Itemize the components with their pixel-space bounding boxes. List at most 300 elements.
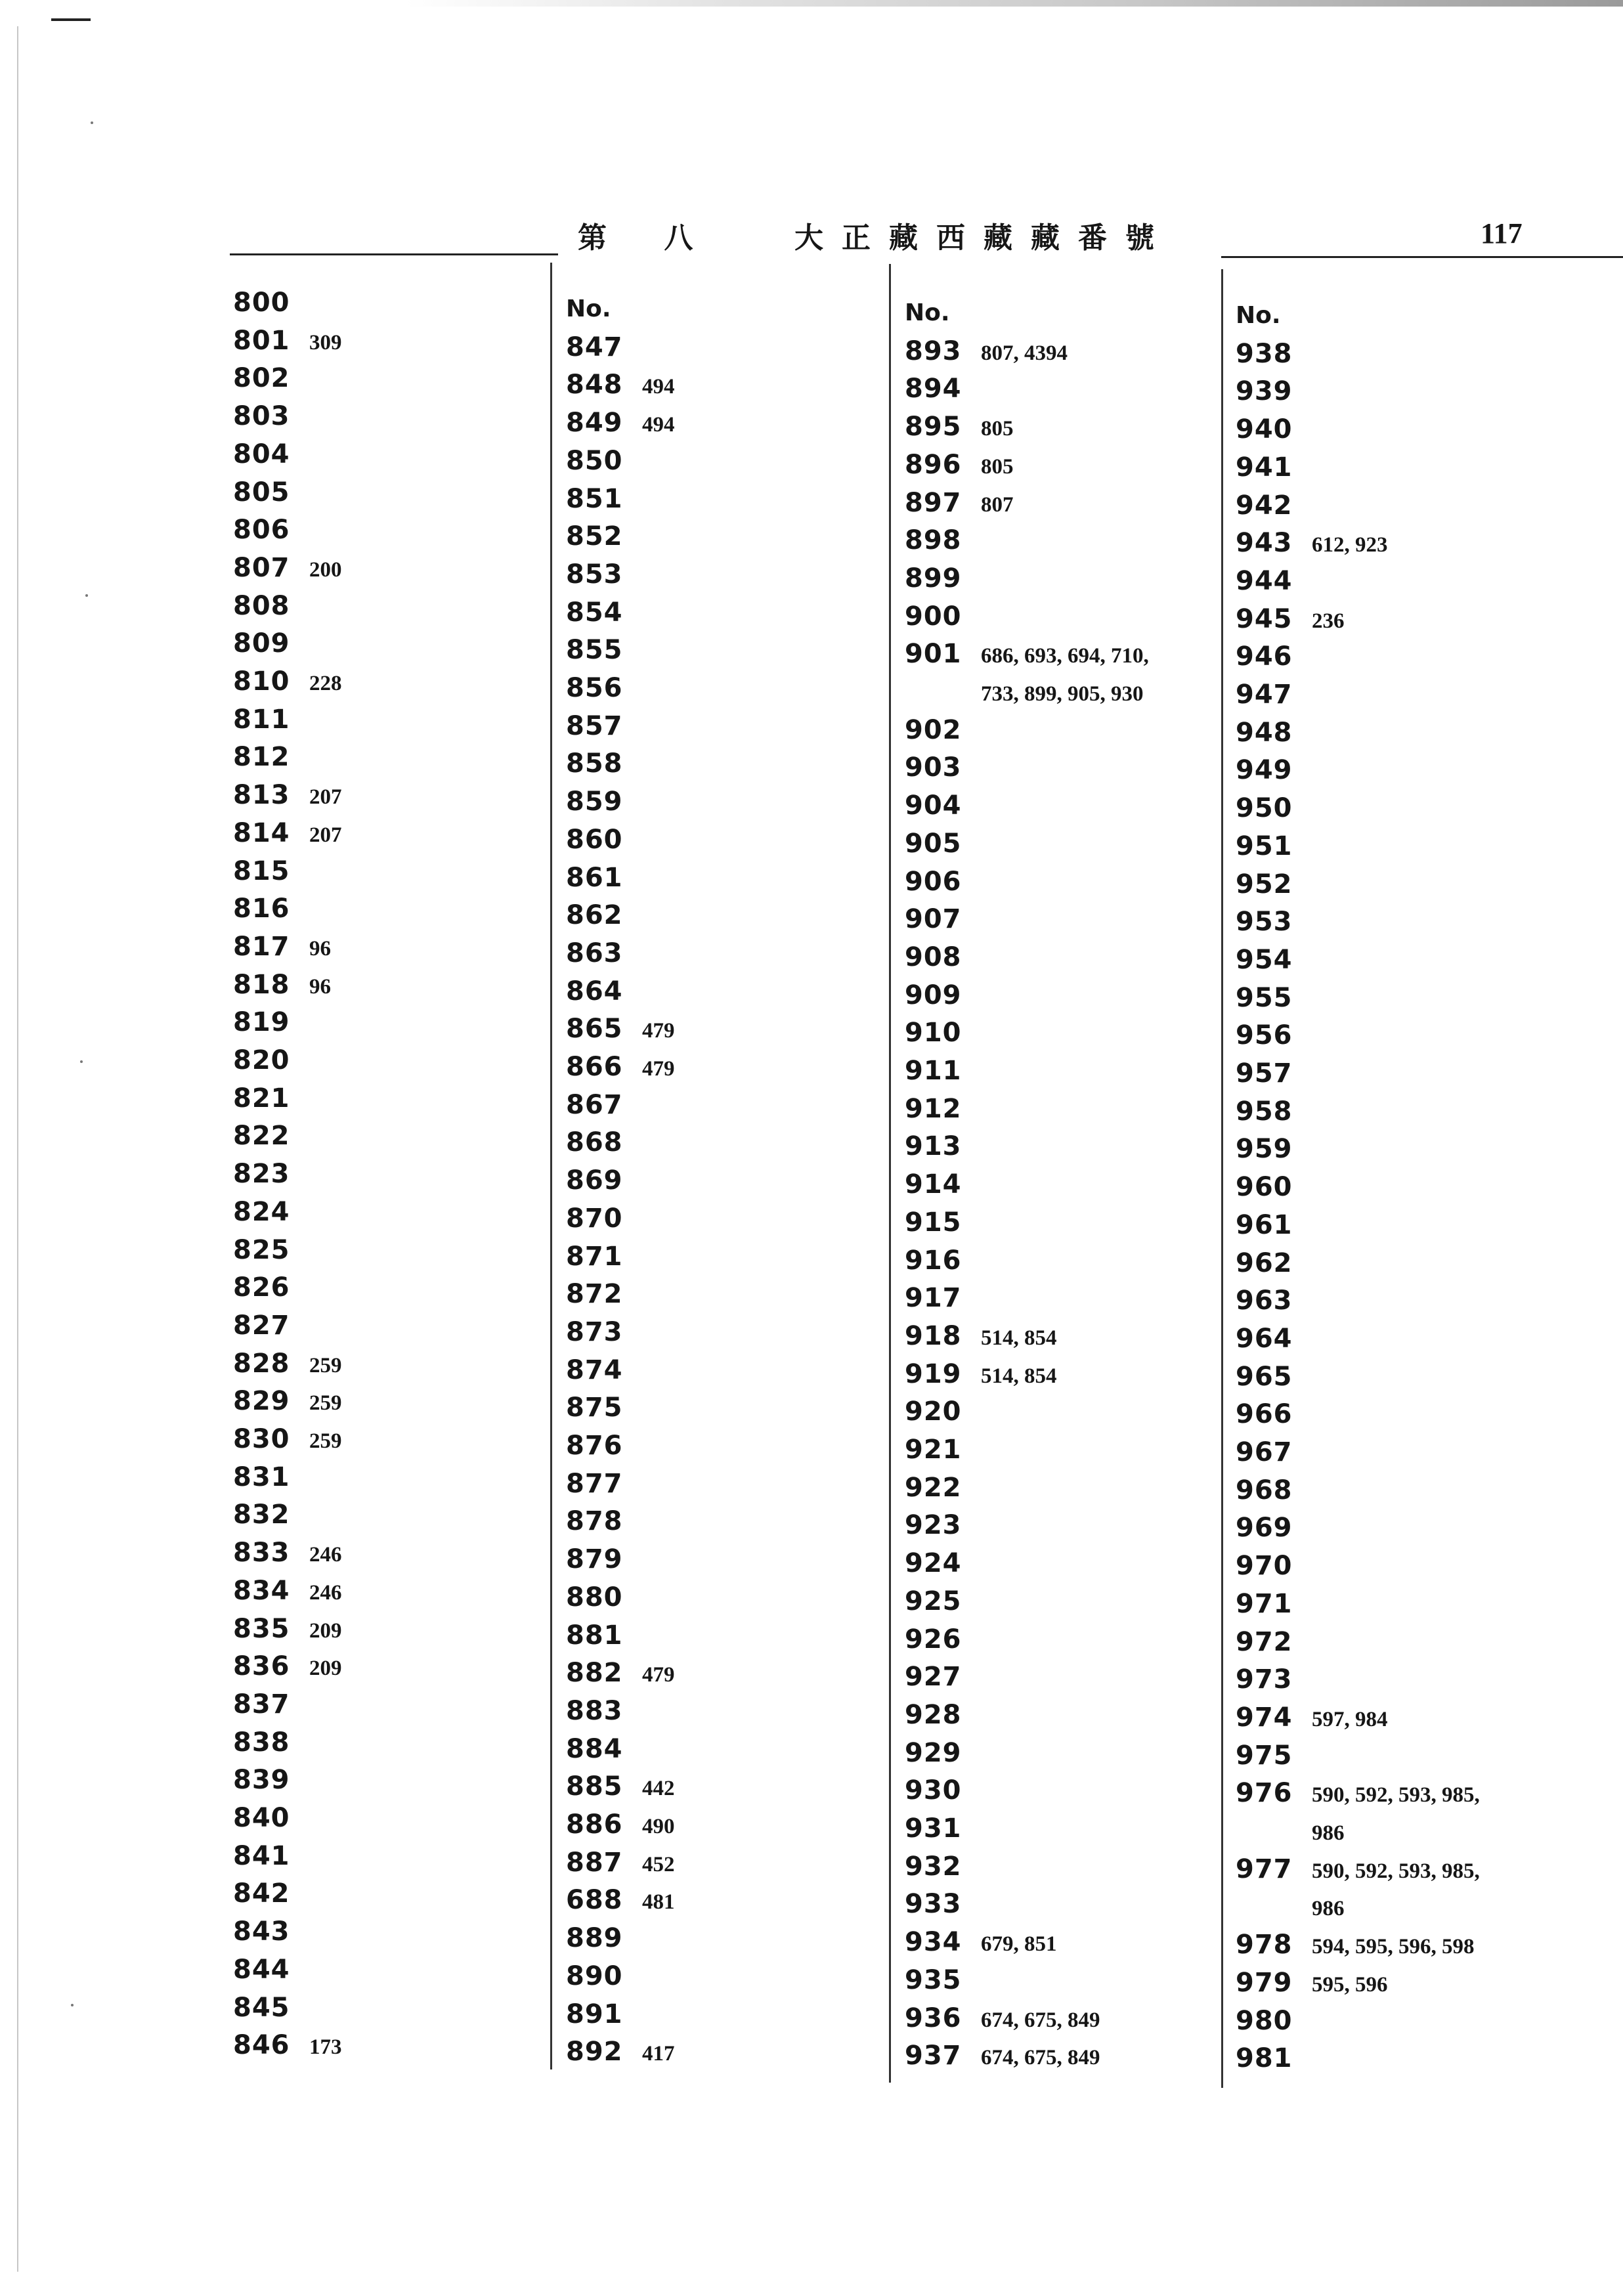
taisho-number: 815 [233, 856, 290, 886]
index-row [233, 1991, 309, 2026]
index-row [566, 406, 675, 441]
header-rule-right [1221, 256, 1623, 258]
taisho-number: 810 [233, 666, 290, 697]
taisho-number: 863 [566, 938, 623, 968]
taisho-number: 856 [566, 673, 623, 703]
index-row [566, 1164, 642, 1199]
index-row [233, 1196, 309, 1230]
taisho-number: 836 [233, 1651, 290, 1682]
index-row [905, 1774, 981, 1809]
index-row [233, 1802, 309, 1836]
taisho-number: 847 [566, 332, 623, 362]
index-row [905, 789, 981, 824]
index-row [233, 476, 309, 511]
index-row [233, 1082, 309, 1117]
index-row [1236, 792, 1312, 827]
taisho-number: 819 [233, 1007, 290, 1038]
taisho-number: 873 [566, 1316, 623, 1347]
taisho-number: 950 [1236, 793, 1293, 824]
index-row [1236, 1890, 1345, 1925]
tibetan-reference: 807 [981, 492, 1014, 517]
taisho-number: 806 [233, 515, 290, 546]
index-row [233, 817, 342, 852]
index-row [233, 590, 309, 624]
index-row [1236, 337, 1312, 372]
index-row [566, 1733, 642, 1767]
taisho-number: 932 [905, 1851, 962, 1882]
index-row [233, 1006, 309, 1041]
index-row [233, 703, 309, 738]
taisho-number: 818 [233, 969, 290, 1000]
index-row [905, 1358, 1057, 1393]
index-row [566, 975, 642, 1010]
index-row [233, 1271, 309, 1306]
taisho-number: 858 [566, 748, 623, 779]
tibetan-reference: 452 [642, 1852, 675, 1876]
taisho-number: 917 [905, 1283, 962, 1314]
index-row [233, 1461, 309, 1496]
taisho-number: 902 [905, 714, 962, 745]
taisho-number: 980 [1236, 2005, 1293, 2036]
taisho-number: 879 [566, 1544, 623, 1575]
index-row [233, 855, 309, 890]
index-row [1236, 1209, 1312, 1244]
index-row [566, 1657, 675, 1691]
taisho-number: 908 [905, 942, 962, 972]
taisho-number: 978 [1236, 1930, 1293, 1960]
index-row [566, 1126, 642, 1161]
index-row [1236, 489, 1312, 524]
taisho-number: 939 [1236, 376, 1293, 407]
taisho-number: 845 [233, 1992, 290, 2023]
taisho-number: 844 [233, 1954, 290, 1985]
taisho-number: 846 [233, 2030, 290, 2061]
tibetan-reference: 228 [309, 672, 342, 695]
taisho-number: 885 [566, 1771, 623, 1802]
taisho-number: 913 [905, 1131, 962, 1162]
taisho-number: 938 [1236, 338, 1293, 369]
index-row [233, 892, 309, 927]
tibetan-reference: 490 [642, 1815, 675, 1838]
taisho-number: 839 [233, 1765, 290, 1796]
taisho-number: 979 [1236, 1967, 1293, 1998]
index-row [905, 1433, 981, 1468]
index-row [1236, 678, 1312, 713]
tibetan-reference: 674, 675, 849 [981, 2008, 1100, 2032]
taisho-number: 817 [233, 931, 290, 962]
taisho-number: 870 [566, 1203, 623, 1234]
taisho-number: 854 [566, 597, 623, 628]
index-row [566, 1581, 642, 1616]
index-row [233, 1234, 309, 1268]
index-row [1236, 1095, 1312, 1130]
index-row [233, 1498, 309, 1533]
index-row [566, 1998, 642, 2033]
index-row [233, 627, 309, 662]
taisho-number: 872 [566, 1279, 623, 1310]
index-row [233, 1726, 309, 1761]
tibetan-reference: 259 [309, 1391, 342, 1416]
index-row [1236, 1057, 1312, 1092]
index-row [905, 1168, 981, 1203]
taisho-number: 892 [566, 2037, 623, 2068]
taisho-number: 866 [566, 1052, 623, 1082]
taisho-number: 809 [233, 628, 290, 659]
taisho-number: 837 [233, 1689, 290, 1720]
taisho-number: 831 [233, 1462, 290, 1492]
column-no-label: No. [566, 295, 611, 322]
index-row [233, 438, 309, 473]
index-row [566, 520, 642, 555]
taisho-number: 804 [233, 439, 290, 469]
taisho-number: 970 [1236, 1551, 1293, 1582]
taisho-number: 860 [566, 824, 623, 855]
scan-speck [85, 594, 88, 597]
index-row [905, 827, 981, 862]
index-row [905, 638, 1149, 672]
index-row [1236, 1966, 1388, 2001]
index-row [566, 483, 642, 517]
index-row [566, 823, 642, 858]
index-row [566, 444, 642, 479]
taisho-number: 822 [233, 1121, 290, 1152]
index-row [1236, 603, 1345, 638]
taisho-number: 954 [1236, 944, 1293, 975]
index-row [905, 1016, 981, 1051]
index-row [905, 372, 981, 407]
index-row [1236, 1398, 1312, 1433]
taisho-number: 918 [905, 1320, 962, 1351]
index-row [566, 1278, 642, 1312]
index-row [905, 1964, 981, 1999]
taisho-number: 894 [905, 374, 962, 404]
tibetan-reference: 479 [642, 1057, 675, 1081]
taisho-number: 896 [905, 449, 962, 480]
index-row [566, 2035, 675, 2070]
section-label: 第 八 [578, 221, 697, 255]
index-row [905, 2002, 1100, 2037]
taisho-number: 905 [905, 828, 962, 859]
tibetan-reference: 207 [309, 823, 342, 847]
taisho-number: 876 [566, 1431, 623, 1461]
taisho-number: 840 [233, 1803, 290, 1833]
index-row [566, 672, 642, 706]
index-row [905, 1244, 981, 1279]
index-row [1236, 1474, 1312, 1509]
taisho-number: 852 [566, 521, 623, 552]
index-row [905, 1623, 981, 1658]
index-row [1236, 2042, 1312, 2077]
tibetan-reference: 594, 595, 596, 598 [1312, 1935, 1475, 1959]
index-row [1236, 640, 1312, 675]
index-row [566, 596, 642, 631]
index-row [1236, 1360, 1312, 1395]
index-row [1236, 2004, 1312, 2039]
index-row [233, 1119, 309, 1154]
taisho-number: 827 [233, 1310, 290, 1341]
index-row [233, 1764, 309, 1798]
taisho-number: 945 [1236, 603, 1293, 634]
taisho-number: 849 [566, 408, 623, 439]
taisho-number: 959 [1236, 1134, 1293, 1165]
taisho-number: 903 [905, 752, 962, 783]
taisho-number: 813 [233, 780, 290, 811]
taisho-number: 868 [566, 1127, 623, 1158]
taisho-number: 843 [233, 1917, 290, 1947]
taisho-number: 878 [566, 1506, 623, 1537]
taisho-number: 864 [566, 976, 623, 1007]
index-row [1236, 1019, 1312, 1054]
taisho-number: 977 [1236, 1853, 1293, 1884]
index-row [1236, 1133, 1312, 1167]
index-row [905, 1888, 981, 1922]
index-row [233, 665, 342, 700]
taisho-number: 944 [1236, 565, 1293, 596]
index-row [905, 600, 981, 635]
taisho-number: 906 [905, 866, 962, 897]
taisho-number: 850 [566, 445, 623, 476]
index-row [905, 448, 1014, 483]
tibetan-reference: 805 [981, 417, 1014, 441]
index-row [905, 1206, 981, 1241]
index-row [1236, 1549, 1312, 1584]
index-row [1236, 868, 1312, 903]
taisho-number: 891 [566, 1999, 623, 2029]
index-row [233, 552, 342, 586]
taisho-number: 812 [233, 742, 290, 773]
taisho-number: 928 [905, 1699, 962, 1730]
taisho-number: 899 [905, 563, 962, 594]
index-row [1236, 1284, 1312, 1319]
taisho-number: 940 [1236, 414, 1293, 445]
index-row [905, 941, 981, 976]
column-divider [889, 264, 891, 2083]
column-no-label: No. [1236, 302, 1281, 329]
taisho-number: 937 [905, 2041, 962, 2071]
taisho-number: 832 [233, 1500, 290, 1530]
index-row [1236, 1777, 1480, 1811]
tibetan-reference: 479 [642, 1019, 675, 1043]
tibetan-reference: 514, 854 [981, 1326, 1057, 1350]
column-no-label: No. [905, 299, 950, 326]
index-row [905, 1054, 981, 1089]
tibetan-reference: 590, 592, 593, 985, [1312, 1859, 1480, 1883]
index-row [905, 1130, 981, 1165]
taisho-number: 971 [1236, 1588, 1293, 1619]
tibetan-reference: 595, 596 [1312, 1972, 1388, 1997]
taisho-number: 803 [233, 401, 290, 432]
index-row [566, 1619, 642, 1654]
index-row [233, 1347, 342, 1382]
taisho-number: 904 [905, 791, 962, 821]
index-row [1236, 413, 1312, 448]
taisho-number: 964 [1236, 1323, 1293, 1354]
index-row [566, 558, 642, 593]
index-row [905, 2039, 1100, 2074]
taisho-number: 835 [233, 1613, 290, 1644]
taisho-number: 927 [905, 1662, 962, 1693]
taisho-number: 883 [566, 1695, 623, 1726]
index-row [233, 1309, 309, 1344]
taisho-number: 801 [233, 325, 290, 356]
index-row [566, 331, 642, 366]
taisho-number: 898 [905, 525, 962, 556]
index-row [233, 324, 342, 359]
margin-fold-line [17, 26, 18, 2272]
index-row [1236, 1171, 1312, 1205]
taisho-number: 933 [905, 1889, 962, 1920]
taisho-number: 976 [1236, 1778, 1293, 1809]
index-row [233, 1423, 342, 1458]
taisho-number: 912 [905, 1093, 962, 1124]
taisho-number: 974 [1236, 1702, 1293, 1733]
index-row [1236, 1701, 1388, 1736]
index-row [566, 1960, 642, 1995]
index-row [905, 1471, 981, 1506]
taisho-number: 841 [233, 1840, 290, 1871]
tibetan-reference: 986 [1312, 1821, 1345, 1845]
taisho-number: 830 [233, 1424, 290, 1454]
taisho-number: 842 [233, 1878, 290, 1909]
index-row [566, 368, 675, 403]
index-row [1236, 1928, 1475, 1963]
taisho-number: 915 [905, 1207, 962, 1238]
taisho-number: 975 [1236, 1740, 1293, 1771]
column-divider [1221, 269, 1223, 2088]
tibetan-reference: 590, 592, 593, 985, [1312, 1783, 1480, 1808]
index-row [233, 968, 331, 1003]
taisho-number: 961 [1236, 1209, 1293, 1240]
index-row [566, 1543, 642, 1578]
index-row [566, 1354, 642, 1389]
tibetan-reference: 209 [309, 1657, 342, 1681]
index-row [233, 1840, 309, 1874]
index-row [905, 335, 1068, 370]
taisho-number: 929 [905, 1737, 962, 1768]
taisho-number: 919 [905, 1358, 962, 1389]
index-row [905, 1926, 1057, 1960]
taisho-number: 808 [233, 590, 290, 621]
taisho-number: 958 [1236, 1096, 1293, 1127]
taisho-number: 931 [905, 1813, 962, 1844]
taisho-number: 821 [233, 1083, 290, 1114]
taisho-number: 981 [1236, 2043, 1293, 2074]
index-row [233, 1877, 309, 1912]
taisho-number: 963 [1236, 1286, 1293, 1316]
taisho-number: 861 [566, 862, 623, 893]
taisho-number: 816 [233, 894, 290, 924]
tibetan-reference: 246 [309, 1543, 342, 1567]
index-row [566, 1316, 642, 1351]
index-row [1236, 1853, 1480, 1888]
scan-speck [80, 1060, 83, 1063]
taisho-number: 921 [905, 1435, 962, 1465]
taisho-number: 851 [566, 483, 623, 514]
taisho-number: 952 [1236, 869, 1293, 899]
taisho-number: 825 [233, 1234, 290, 1265]
taisho-number: 823 [233, 1159, 290, 1190]
taisho-number: 911 [905, 1056, 962, 1086]
index-row [566, 937, 642, 972]
index-row [1236, 830, 1312, 865]
taisho-number: 943 [1236, 528, 1293, 559]
scan-speck [71, 2004, 74, 2006]
index-row [233, 400, 309, 435]
index-row [1236, 1815, 1345, 1850]
index-row [905, 1737, 981, 1771]
taisho-number: 853 [566, 559, 623, 590]
index-row [233, 741, 309, 775]
page-number: 117 [1481, 217, 1523, 249]
taisho-number: 947 [1236, 680, 1293, 710]
index-row [1236, 1663, 1312, 1698]
tibetan-reference: 246 [309, 1580, 342, 1605]
tibetan-reference: 612, 923 [1312, 533, 1388, 557]
index-row [233, 1044, 309, 1079]
taisho-number: 889 [566, 1923, 623, 1954]
page-title: 大正藏西藏藏番號 [794, 221, 1173, 255]
tibetan-reference: 479 [642, 1663, 675, 1687]
taisho-number: 871 [566, 1241, 623, 1272]
index-row [905, 1320, 1057, 1354]
taisho-number: 967 [1236, 1437, 1293, 1467]
index-row [566, 1089, 642, 1123]
index-row [566, 1695, 642, 1729]
tibetan-reference: 481 [642, 1890, 675, 1915]
taisho-number: 926 [905, 1624, 962, 1655]
tibetan-reference: 514, 854 [981, 1364, 1057, 1388]
taisho-number: 924 [905, 1548, 962, 1579]
taisho-number: 951 [1236, 831, 1293, 861]
tibetan-reference: 207 [309, 785, 342, 810]
taisho-number: 897 [905, 487, 962, 518]
taisho-number: 834 [233, 1575, 290, 1606]
taisho-number: 946 [1236, 641, 1293, 672]
taisho-number: 829 [233, 1386, 290, 1417]
index-row [233, 1574, 342, 1609]
index-row [905, 676, 1144, 710]
index-row [905, 1547, 981, 1582]
index-row [1236, 1588, 1312, 1622]
index-row [905, 487, 1014, 521]
taisho-number: 909 [905, 980, 962, 1010]
index-row [905, 714, 981, 748]
taisho-number: 960 [1236, 1172, 1293, 1203]
taisho-number: 688 [566, 1885, 623, 1916]
index-row [905, 410, 1014, 445]
index-row [566, 1391, 642, 1426]
taisho-number: 965 [1236, 1361, 1293, 1392]
index-row [233, 930, 331, 965]
taisho-number: 828 [233, 1348, 290, 1379]
taisho-number: 880 [566, 1582, 623, 1613]
index-row [566, 1202, 642, 1237]
taisho-number: 802 [233, 363, 290, 394]
taisho-number: 922 [905, 1472, 962, 1503]
index-row [233, 513, 309, 548]
index-row [566, 785, 642, 820]
taisho-number: 862 [566, 900, 623, 931]
index-row [566, 861, 642, 896]
index-row [905, 1585, 981, 1620]
index-row [1236, 716, 1312, 751]
taisho-number: 820 [233, 1045, 290, 1075]
index-row [905, 1850, 981, 1885]
taisho-number: 925 [905, 1586, 962, 1616]
taisho-number: 881 [566, 1620, 623, 1651]
index-row [233, 1536, 342, 1571]
tibetan-reference: 200 [309, 557, 342, 582]
